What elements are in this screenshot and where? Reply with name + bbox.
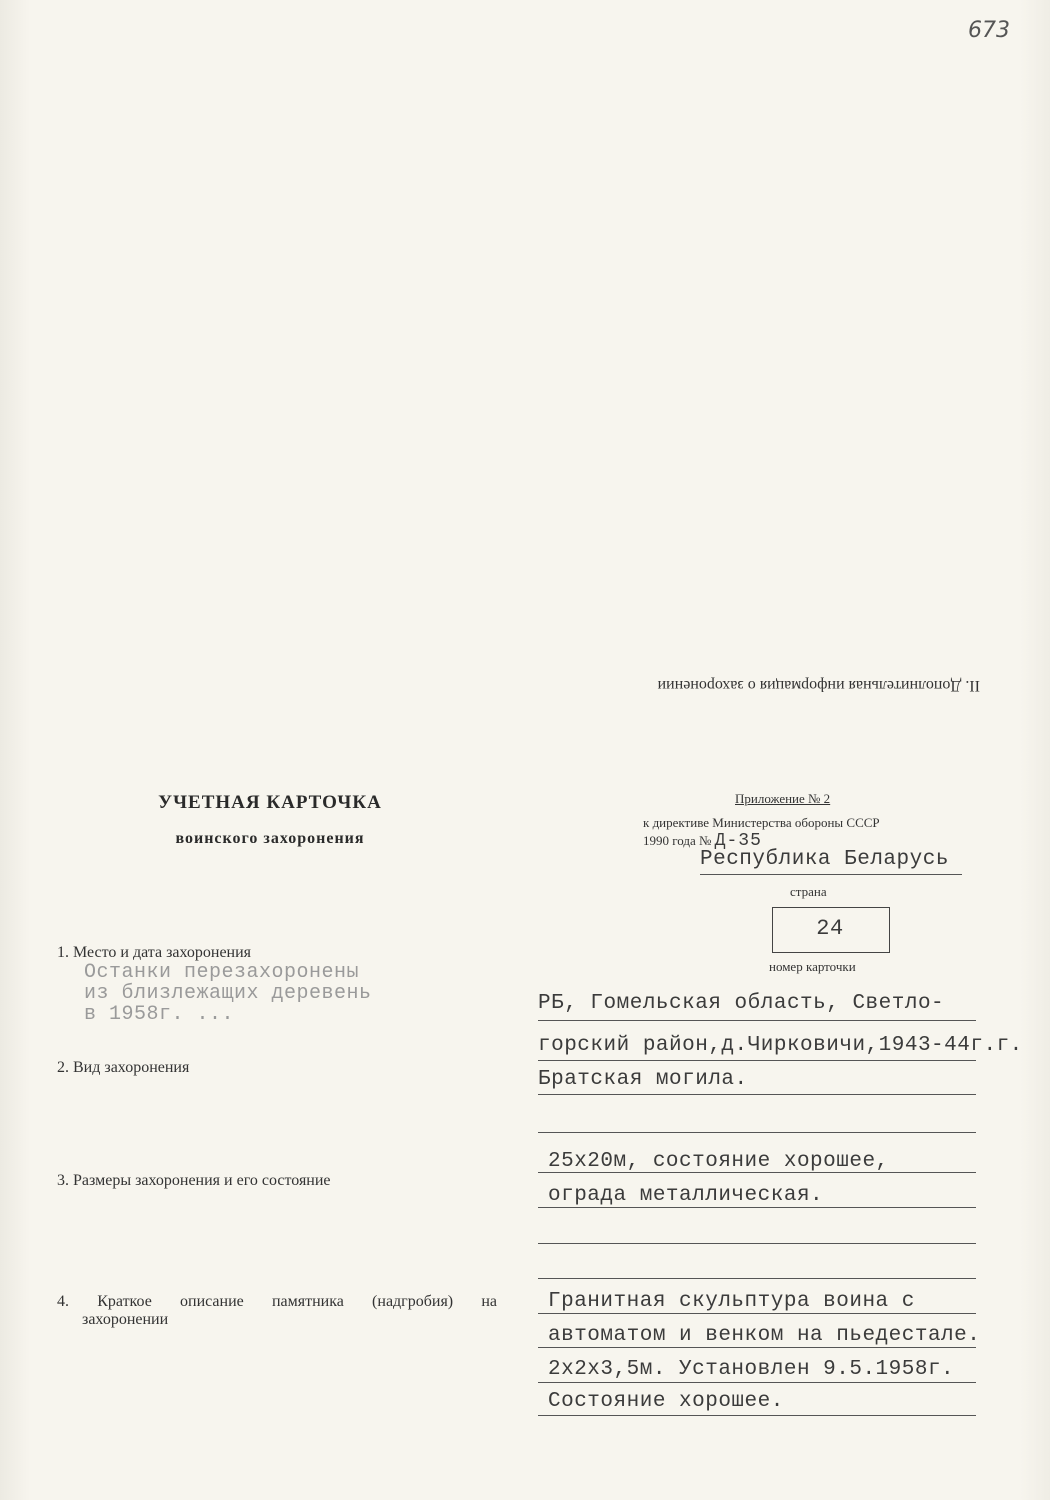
field-2-number: 2. [57,1059,69,1076]
field-4-underline-3 [538,1382,976,1383]
field-1-note-line: из близлежащих деревень [84,982,372,1005]
field-2-value-line-1: Братская могила. [538,1068,748,1091]
appendix-title: Приложение № 2 [735,791,831,806]
field-3-number: 3. [57,1172,69,1189]
field-1-text: Место и дата захоронения [73,944,252,961]
field-3-label [57,1172,331,1190]
card-subtitle: воинского захоронения [175,830,365,847]
field-3-underline-3 [538,1243,976,1244]
field-1-note-line: в 1958г. ... [84,1003,235,1026]
card-number-value: 24 [816,916,844,941]
field-4-underline-2 [538,1347,976,1348]
field-1-underline-1 [538,1020,976,1021]
field-1-label [57,944,251,962]
card-number-caption: номер карточки [769,959,856,974]
field-1-underline-2 [538,1060,976,1061]
field-3-value-line-2: ограда металлическая. [548,1184,824,1207]
reverse-heading: II. Дополнительная информация о захоронении [657,677,980,694]
field-4-value-line-3: 2х2х3,5м. Установлен 9.5.1958г. [548,1358,955,1381]
field-4-text-line-1: Краткое описание памятника (надгробия) на [97,1293,497,1310]
field-4-text-line-2: захоронении [82,1311,169,1328]
field-2-underline-2 [538,1132,976,1133]
field-4-underline-4 [538,1415,976,1416]
directive-line-1: к директиве Министерства обороны СССР [643,815,880,830]
field-3-value-line-1: 25х20м, состояние хорошее, [548,1150,889,1173]
field-4-underline-1 [538,1313,976,1314]
field-3-underline-1 [538,1172,976,1173]
page-number: 673 [968,18,1010,43]
field-2-underline-1 [538,1094,976,1095]
field-2-label [57,1059,189,1077]
country-value: Республика Беларусь [700,848,949,871]
field-1-number: 1. [57,944,69,961]
field-1-value-line-2: горский район,д.Чирковичи,1943-44г.г. [538,1034,1023,1057]
field-4-number: 4. [57,1293,69,1310]
directive-number: Д-35 [714,831,762,851]
field-4-value-line-1: Гранитная скульптура воина с [548,1290,915,1313]
field-3-underline-2 [538,1207,976,1208]
field-1-value-line-1: РБ, Гомельская область, Светло- [538,992,945,1015]
field-3-text: Размеры захоронения и его состояние [73,1172,331,1189]
field-4-value-line-2: автоматом и венком на пьедестале. [548,1324,981,1347]
field-3-underline-4 [538,1278,976,1279]
country-underline [700,874,962,875]
directive-line-2-prefix: 1990 года № [643,833,712,848]
field-4-label [57,1293,497,1329]
card-title: УЧЕТНАЯ КАРТОЧКА [158,792,382,813]
country-caption: страна [790,884,827,899]
field-2-text: Вид захоронения [73,1059,190,1076]
field-1-note-line: Останки перезахоронены [84,961,360,984]
field-1-note [84,962,372,1025]
field-4-value-line-4: Состояние хорошее. [548,1390,784,1413]
